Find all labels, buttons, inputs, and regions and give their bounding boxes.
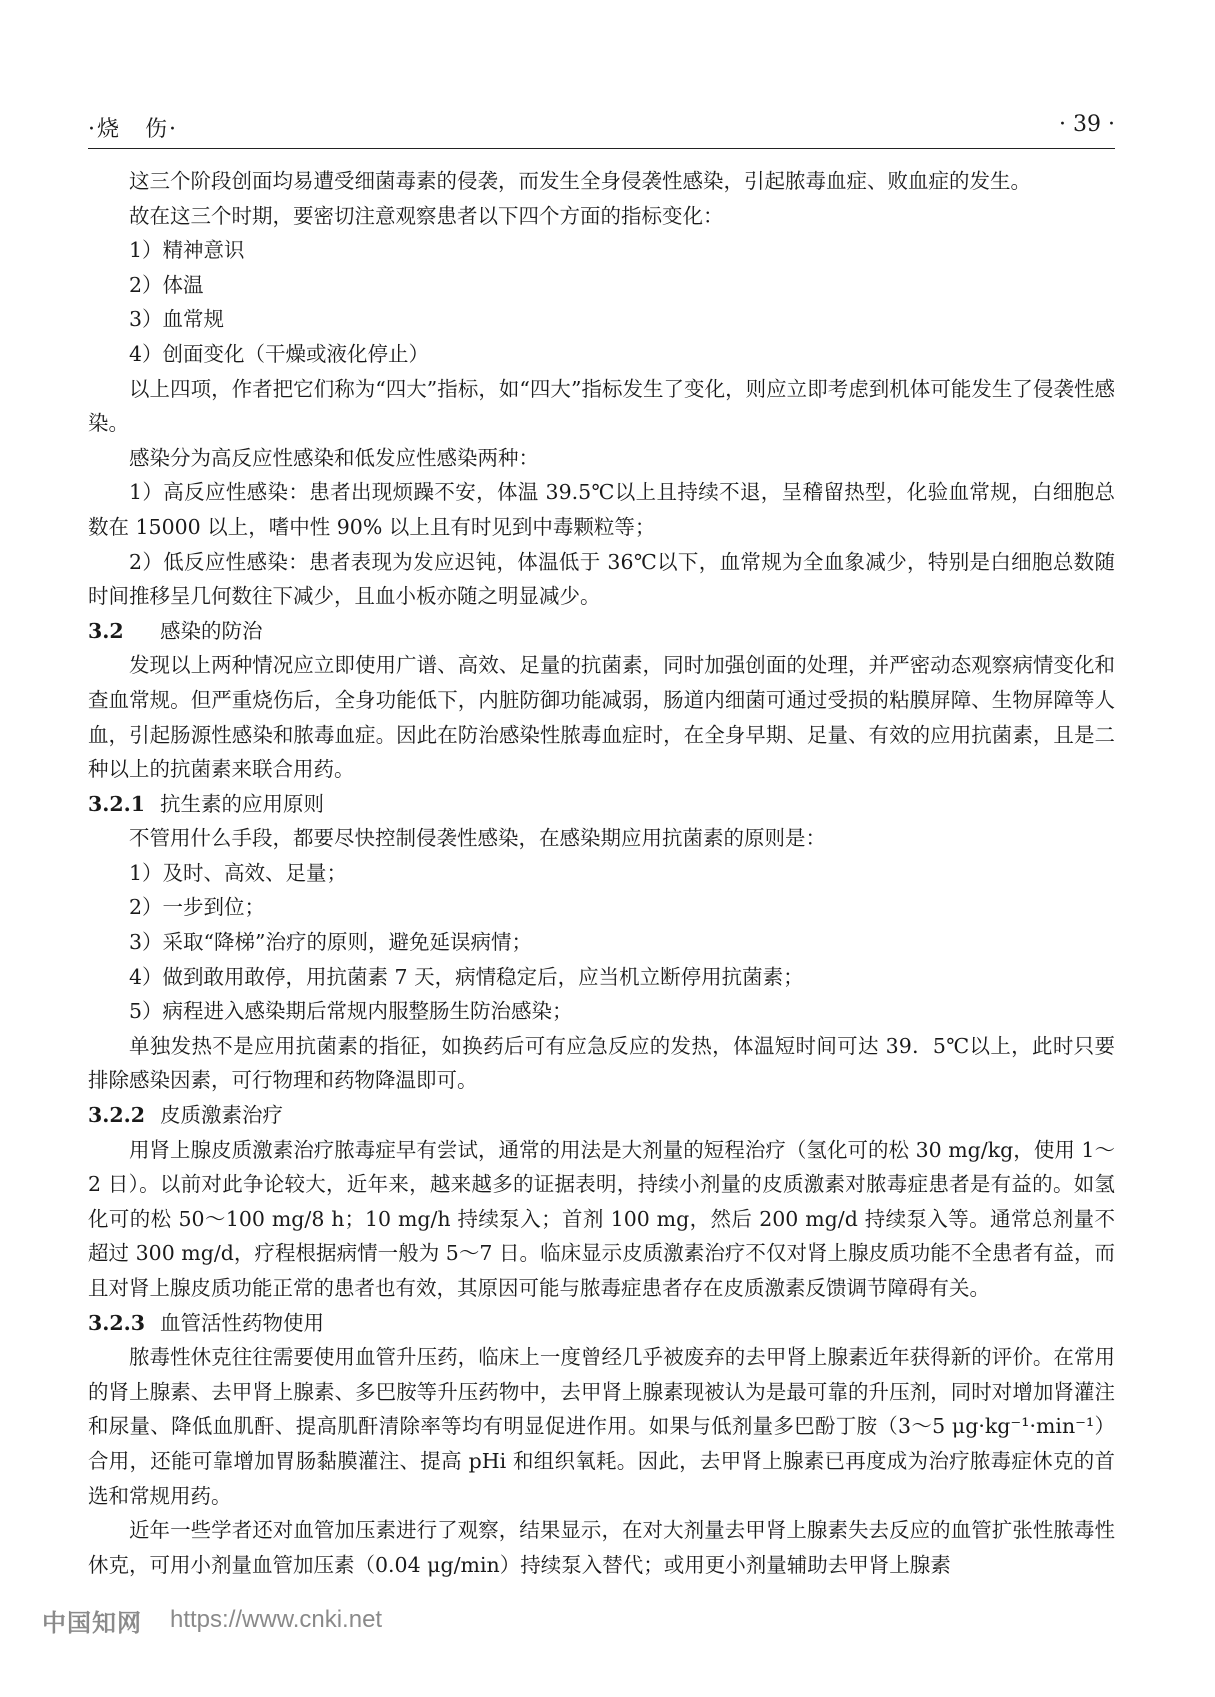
section-number: 3.2.2: [88, 1103, 146, 1128]
section-heading: [88, 1306, 1115, 1341]
section-title: ·烧 伤·: [88, 117, 178, 142]
section-heading-text: 皮质激素治疗: [160, 1103, 283, 1128]
section-heading: [88, 1098, 1115, 1133]
paragraph: 2）低反应性感染：患者表现为发应迟钝，体温低于 36℃以下，血常规为全血象减少，特别是白细胞总数随时间推移呈几何数往下减少，且血小板亦随之明显减少。: [88, 549, 1115, 609]
section-number: 3.2: [88, 618, 124, 643]
paragraph: 用肾上腺皮质激素治疗脓毒症早有尝试，通常的用法是大剂量的短程治疗（氢化可的松 30 mg/kg，使用 1～2 日）。以前对此争论较大，近年来，越来越多的证据表明，持续小剂量的皮质激素对脓毒症患者是有益的。如氢化可的松 50～100 mg/8 h；10 mg/h 持续泵入；首剂 100 mg，然后 200 mg/d 持续泵入等。通常总剂量不超过 300 mg/d，疗程根据病情一般为 5～7 日。临床显示皮质激素治疗不仅对肾上腺皮质功能不全患者有益，而且对肾上腺皮质功能正常的患者也有效，其原因可能与脓毒症患者存在皮质激素反馈调节障碍有关。: [88, 1137, 1115, 1300]
article-body: [88, 164, 1115, 1582]
paragraph: 脓毒性休克往往需要使用血管升压药，临床上一度曾经几乎被废弃的去甲肾上腺素近年获得新的评价。在常用的肾上腺素、去甲肾上腺素、多巴胺等升压药物中，去甲肾上腺素现被认为是最可靠的升压剂，同时对增加肾灌注和尿量、降低血肌酐、提高肌酐清除率等均有明显促进作用。如果与低剂量多巴酚丁胺（3～5 μg·kg⁻¹·min⁻¹）合用，还能可靠增加胃肠黏膜灌注、提高 pHi 和组织氧耗。因此，去甲肾上腺素已再度成为治疗脓毒症休克的首选和常规用药。: [88, 1345, 1115, 1508]
list-item: 2）体温: [129, 272, 204, 297]
paragraph: 不管用什么手段，都要尽快控制侵袭性感染，在感染期应用抗菌素的原则是：: [129, 826, 826, 851]
paragraph: 故在这三个时期，要密切注意观察患者以下四个方面的指标变化：: [129, 203, 724, 228]
source-url: https://www.cnki.net: [170, 1606, 383, 1633]
paragraph: 感染分为高反应性感染和低发应性感染两种：: [129, 445, 539, 470]
list-item: 3）血常规: [129, 307, 225, 332]
running-header: [88, 108, 1115, 149]
paragraph: 近年一些学者还对血管加压素进行了观察，结果显示，在对大剂量去甲肾上腺素失去反应的血管扩张性脓毒性休克，可用小剂量血管加压素（0.04 μg/min）持续泵入替代；或用更小剂量辅助去甲肾上腺素: [88, 1518, 1115, 1577]
section-heading-text: 血管活性药物使用: [160, 1310, 324, 1335]
paragraph: 单独发热不是应用抗菌素的指征，如换药后可有应急反应的发热，体温短时间可达 39．5℃以上，此时只要排除感染因素，可行物理和药物降温即可。: [88, 1033, 1115, 1093]
list-item: 2）一步到位；: [129, 895, 266, 920]
paragraph: 这三个阶段创面均易遭受细菌毒素的侵袭，而发生全身侵袭性感染，引起脓毒血症、败血症的发生。: [129, 169, 1031, 193]
section-number: 3.2.1: [88, 791, 146, 816]
section-number: 3.2.3: [88, 1310, 146, 1335]
list-item: 1）及时、高效、足量；: [129, 860, 348, 885]
cnki-logo: 中国知网: [42, 1608, 142, 1637]
paragraph: 发现以上两种情况应立即使用广谱、高效、足量的抗菌素，同时加强创面的处理，并严密动态观察病情变化和查血常规。但严重烧伤后，全身功能低下，内脏防御功能减弱，肠道内细菌可通过受损的粘膜屏障、生物屏障等人血，引起肠源性感染和脓毒血症。因此在防治感染性脓毒血症时，在全身早期、足量、有效的应用抗菌素，且是二种以上的抗菌素来联合用药。: [88, 653, 1115, 782]
section-heading-text: 抗生素的应用原则: [160, 791, 324, 816]
list-item: 4）创面变化（干燥或液化停止）: [129, 341, 430, 366]
list-item: 5）病程进入感染期后常规内服整肠生防治感染；: [129, 999, 573, 1024]
section-heading: [88, 787, 1115, 822]
section-heading: [88, 614, 1115, 649]
paragraph: 以上四项，作者把它们称为“四大”指标，如“四大”指标发生了变化，则应立即考虑到机体可能发生了侵袭性感染。: [88, 376, 1115, 436]
section-heading-text: 感染的防治: [160, 618, 263, 643]
list-item: 4）做到敢用敢停，用抗菌素 7 天，病情稳定后，应当机立断停用抗菌素；: [129, 964, 804, 989]
paragraph: 1）高反应性感染：患者出现烦躁不安，体温 39.5℃以上且持续不退，呈稽留热型，化验血常规，白细胞总数在 15000 以上，嗜中性 90% 以上且有时见到中毒颗粒等；: [88, 480, 1115, 539]
footer-watermark: [42, 1600, 382, 1640]
list-item: 3）采取“降梯”治疗的原则，避免延误病情；: [129, 930, 533, 955]
page-number: · 39 ·: [1059, 112, 1115, 137]
list-item: 1）精神意识: [129, 238, 245, 263]
